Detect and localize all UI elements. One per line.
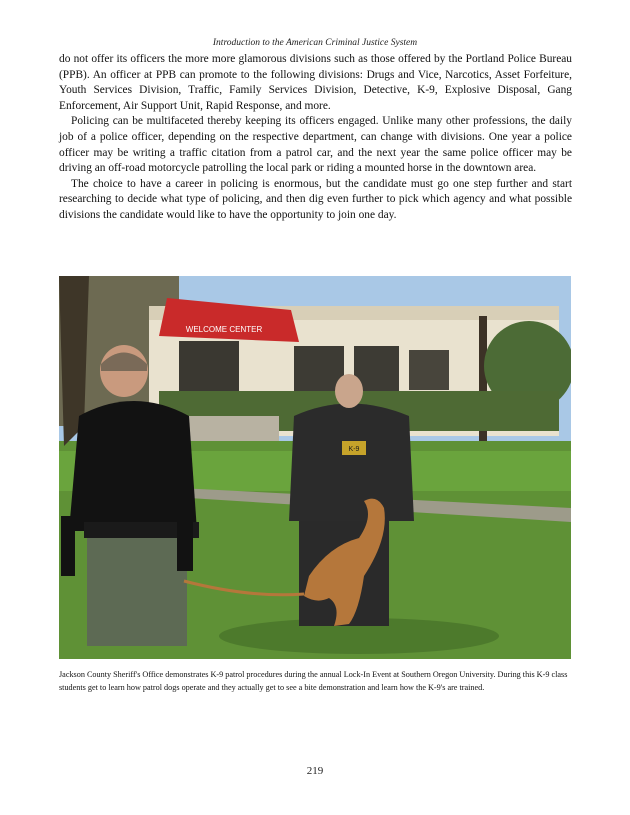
- awning-text: WELCOME CENTER: [185, 325, 263, 334]
- k9-demonstration-photo: [59, 276, 571, 659]
- decoy-head: [335, 374, 363, 408]
- paragraph-3: The choice to have a career in policing is enormous, but the candidate must go one step further and start researching to decide what type of policing, and then dig even further to pick which agency and what possible divisions the candidate would like to have the opportunity to join one day.: [59, 177, 572, 221]
- running-header: Introduction to the American Criminal Justice System: [212, 38, 418, 48]
- vest-patch-text: K-9: [348, 446, 360, 453]
- paragraph-2: Policing can be multifaceted thereby keeping its officers engaged. Unlike many other professions, the daily job of a police officer, depending on the respective department, can change with divisions. One year a police officer may be writing a traffic citation from a patrol car, and the next year the same police officer may be driving an off-road motorcycle patrolling the local park or riding a mounted horse in the downtown area.: [59, 115, 572, 175]
- body-text: [59, 52, 572, 224]
- photo-caption: Jackson County Sheriff's Office demonstrates K-9 patrol procedures during the annual Lock-In Event at Southern Oregon University. During this K-9 class students get to learn how patrol dogs operate and they actually get to see a bite demonstration and learn how the K-9's are trained.: [59, 670, 568, 693]
- paragraph-1: do not offer its officers the more more glamorous divisions such as those offered by the Portland Police Bureau (PPB). An officer at PPB can promote to the following divisions: Drugs and Vice, Narcotics, Asset Forfeiture, Youth Services Division, Traffic, Family Services Division, Detective, K-9, Explosive Disposal, Gang Enforcement, Air Support Unit, Rapid Response, and more.: [59, 53, 572, 112]
- page-number: 219: [306, 765, 324, 777]
- bite-suit-jacket: [289, 404, 414, 522]
- officer-shirt: [69, 401, 197, 531]
